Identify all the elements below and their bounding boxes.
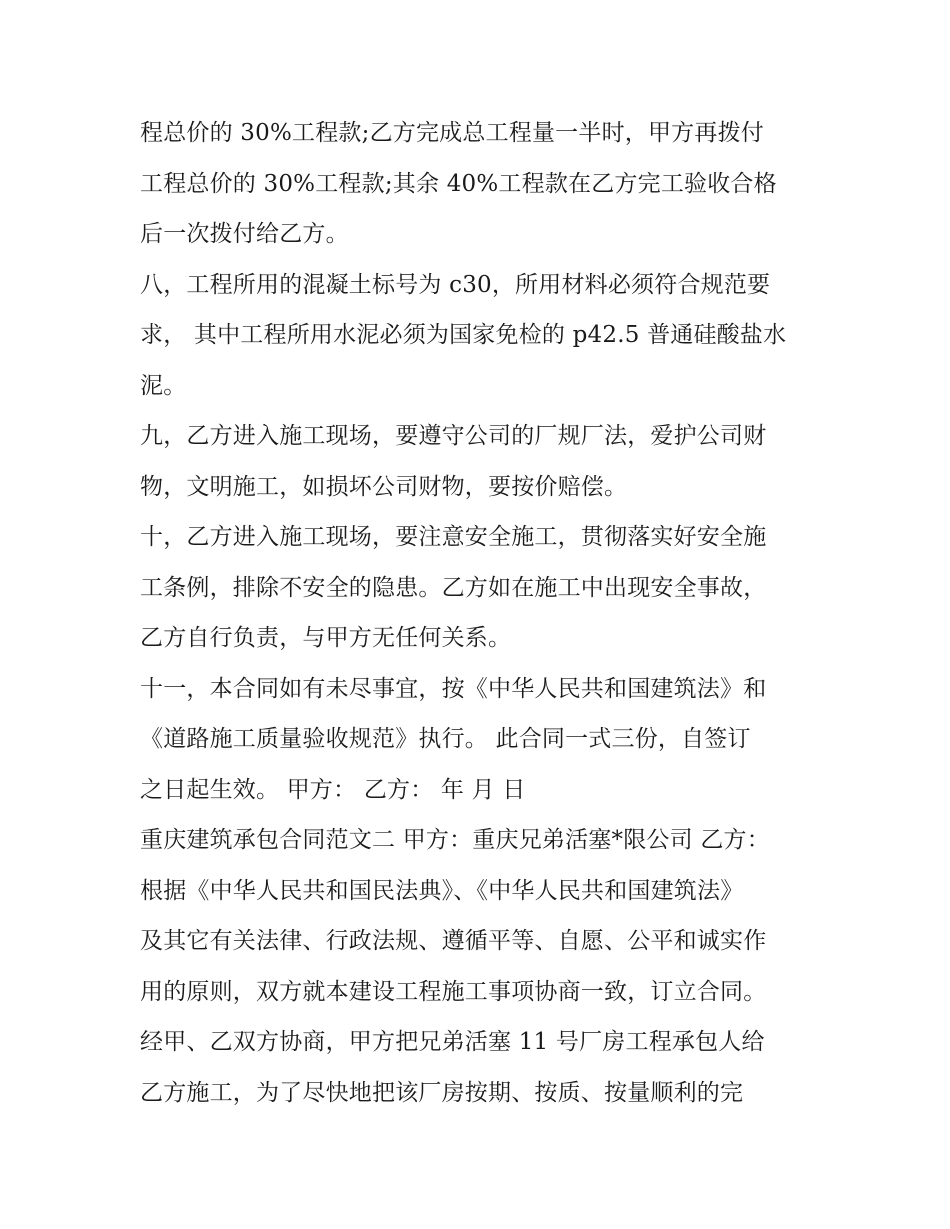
text-line: 求， 其中工程所用水泥必须为国家免检的 p42.5 普通硅酸盐水 [140, 322, 787, 348]
text-line: 程总价的 30%工程款;乙方完成总工程量一半时，甲方再拨付 [140, 120, 764, 146]
text-line: 乙方自行负责，与甲方无任何关系。 [140, 625, 512, 651]
text-line: 工程总价的 30%工程款;其余 40%工程款在乙方完工验收合格 [140, 170, 777, 197]
text-line: 《道路施工质量验收规范》执行。 此合同一式三份，自签订 [140, 726, 751, 752]
text-line: 乙方施工，为了尽快地把该厂房按期、按质、按量顺利的完 [140, 1079, 744, 1106]
text-line: 之日起生效。 甲方： 乙方： 年 月 日 [140, 776, 526, 803]
text-line: 经甲、乙双方协商，甲方把兄弟活塞 11 号厂房工程承包人给 [140, 1029, 765, 1055]
text-line: 工条例，排除不安全的隐患。乙方如在施工中出现安全事故， [140, 574, 767, 601]
text-line: 物，文明施工，如损坏公司财物，要按价赔偿。 [140, 473, 628, 500]
text-line: 十一，本合同如有未尽事宜，按《中华人民共和国建筑法》和 [140, 675, 767, 702]
document-body [140, 108, 830, 1118]
text-line: 根据《中华人民共和国民法典》、《中华人民共和国建筑法》 [140, 877, 744, 904]
text-line: 用的原则，双方就本建设工程施工事项协商一致，订立合同。 [140, 978, 767, 1005]
text-line: 及其它有关法律、行政法规、遵循平等、自愿、公平和诚实作 [140, 928, 767, 954]
text-line: 泥。 [140, 372, 187, 399]
text-line: 九，乙方进入施工现场，要遵守公司的厂规厂法，爱护公司财 [140, 423, 767, 449]
text-line: 后一次拨付给乙方。 [140, 221, 349, 247]
text-line: 重庆建筑承包合同范文二 甲方：重庆兄弟活塞*限公司 乙方： [140, 827, 770, 853]
text-line: 十，乙方进入施工现场，要注意安全施工，贯彻落实好安全施 [140, 524, 767, 550]
text-line: 八，工程所用的混凝土标号为 c30，所用材料必须符合规范要 [140, 271, 771, 298]
